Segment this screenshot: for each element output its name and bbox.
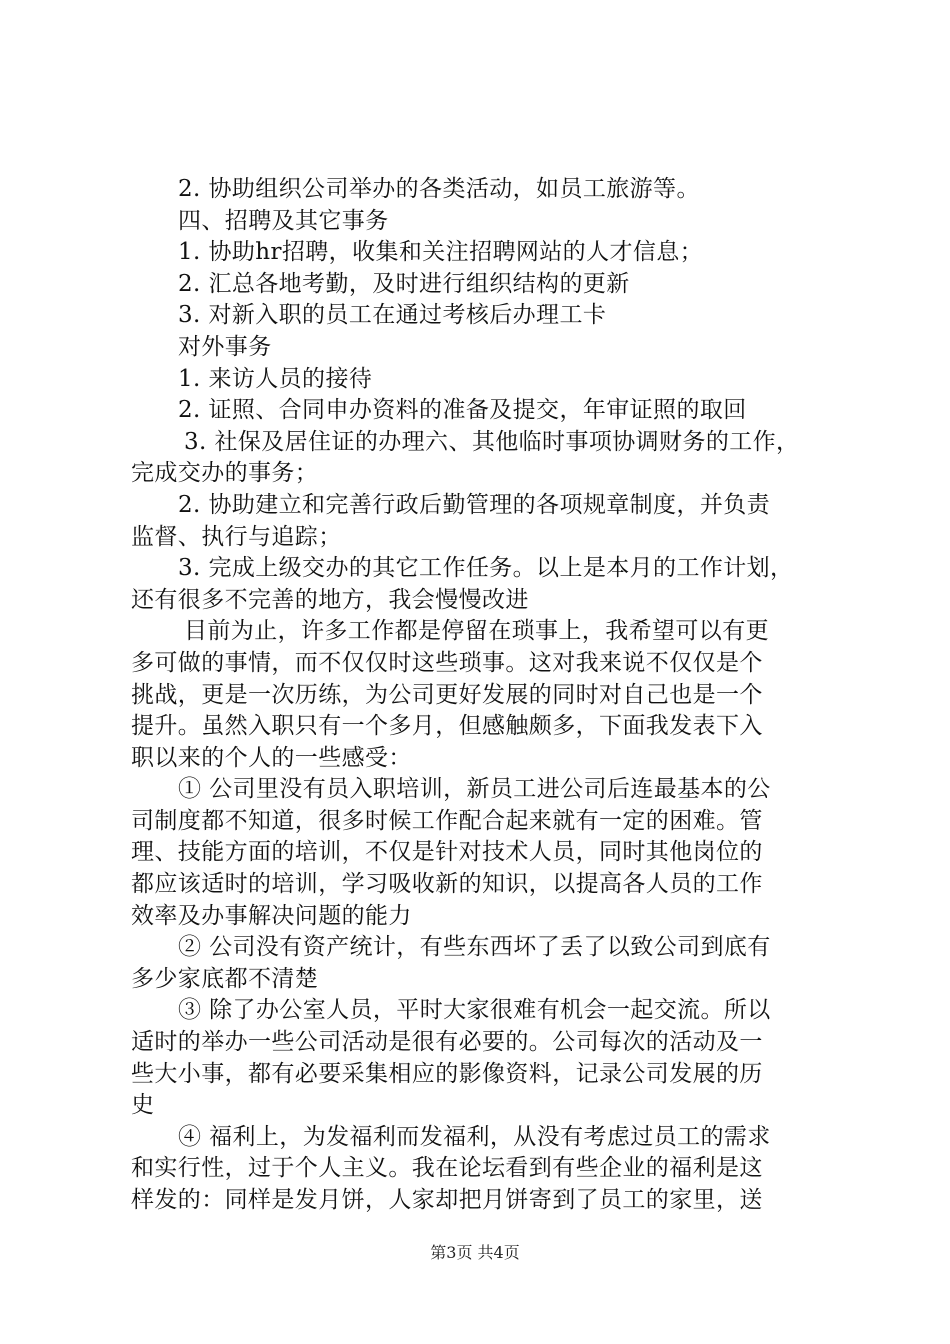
body-line: 监督、执行与追踪； xyxy=(131,523,342,550)
body-line: 3. 完成上级交办的其它工作任务。以上是本月的工作计划， xyxy=(178,555,794,582)
body-line: 2. 汇总各地考勤，及时进行组织结构的更新 xyxy=(178,270,630,297)
body-line: ④ 福利上，为发福利而发福利，从没有考虑过员工的需求 xyxy=(178,1123,771,1150)
body-line: 还有很多不完善的地方，我会慢慢改进 xyxy=(131,586,529,613)
body-line: 适时的举办一些公司活动是很有必要的。公司每次的活动及一 xyxy=(131,1029,763,1056)
document-body xyxy=(131,174,831,1217)
body-line: 样发的：同样是发月饼，人家却把月饼寄到了员工的家里，送 xyxy=(131,1187,763,1213)
body-line: 司制度都不知道，很多时候工作配合起来就有一定的困难。管 xyxy=(131,807,763,834)
page-footer xyxy=(0,1243,950,1263)
body-line: 2. 协助组织公司举办的各类活动，如员工旅游等。 xyxy=(178,176,700,202)
body-line: 些大小事，都有必要采集相应的影像资料，记录公司发展的历 xyxy=(131,1060,763,1087)
body-line: 理、技能方面的培训，不仅是针对技术人员，同时其他岗位的 xyxy=(131,839,763,866)
body-line: 史 xyxy=(131,1092,155,1119)
body-line: 3. 社保及居住证的办理六、其他临时事项协调财务的工作， xyxy=(184,428,800,455)
body-line: 效率及办事解决问题的能力 xyxy=(131,902,412,929)
body-line: ③ 除了办公室人员，平时大家很难有机会一起交流。所以 xyxy=(178,997,771,1024)
body-line: 2. 证照、合同申办资料的准备及提交，年审证照的取回 xyxy=(178,397,747,424)
body-line: 3. 对新入职的员工在通过考核后办理工卡 xyxy=(178,302,607,329)
body-line: 职以来的个人的一些感受： xyxy=(131,744,412,771)
page-number-label: 第3页 共4页 xyxy=(430,1243,520,1262)
section-heading: 对外事务 xyxy=(178,333,272,360)
body-line: ② 公司没有资产统计，有些东西坏了丢了以致公司到底有 xyxy=(178,934,771,961)
body-line: 都应该适时的培训，学习吸收新的知识，以提高各人员的工作 xyxy=(131,871,763,898)
body-line: 多少家底都不清楚 xyxy=(131,965,319,992)
body-line: 提升。虽然入职只有一个多月，但感触颇多，下面我发表下入 xyxy=(131,713,763,740)
body-line: 和实行性，过于个人主义。我在论坛看到有些企业的福利是这 xyxy=(131,1155,763,1182)
section-heading: 四、招聘及其它事务 xyxy=(178,207,389,234)
body-line: 挑战，更是一次历练，为公司更好发展的同时对自己也是一个 xyxy=(131,681,763,708)
body-line: 多可做的事情，而不仅仅时这些琐事。这对我来说不仅仅是个 xyxy=(131,649,763,676)
body-line: 目前为止，许多工作都是停留在琐事上，我希望可以有更 xyxy=(184,618,769,645)
body-line: 1. 协助hr招聘，收集和关注招聘网站的人才信息； xyxy=(178,239,704,266)
body-line: 1. 来访人员的接待 xyxy=(178,365,373,392)
body-line: 完成交办的事务； xyxy=(131,460,319,487)
body-line: 2. 协助建立和完善行政后勤管理的各项规章制度，并负责 xyxy=(178,491,771,518)
body-line: ① 公司里没有员入职培训，新员工进公司后连最基本的公 xyxy=(178,776,771,803)
